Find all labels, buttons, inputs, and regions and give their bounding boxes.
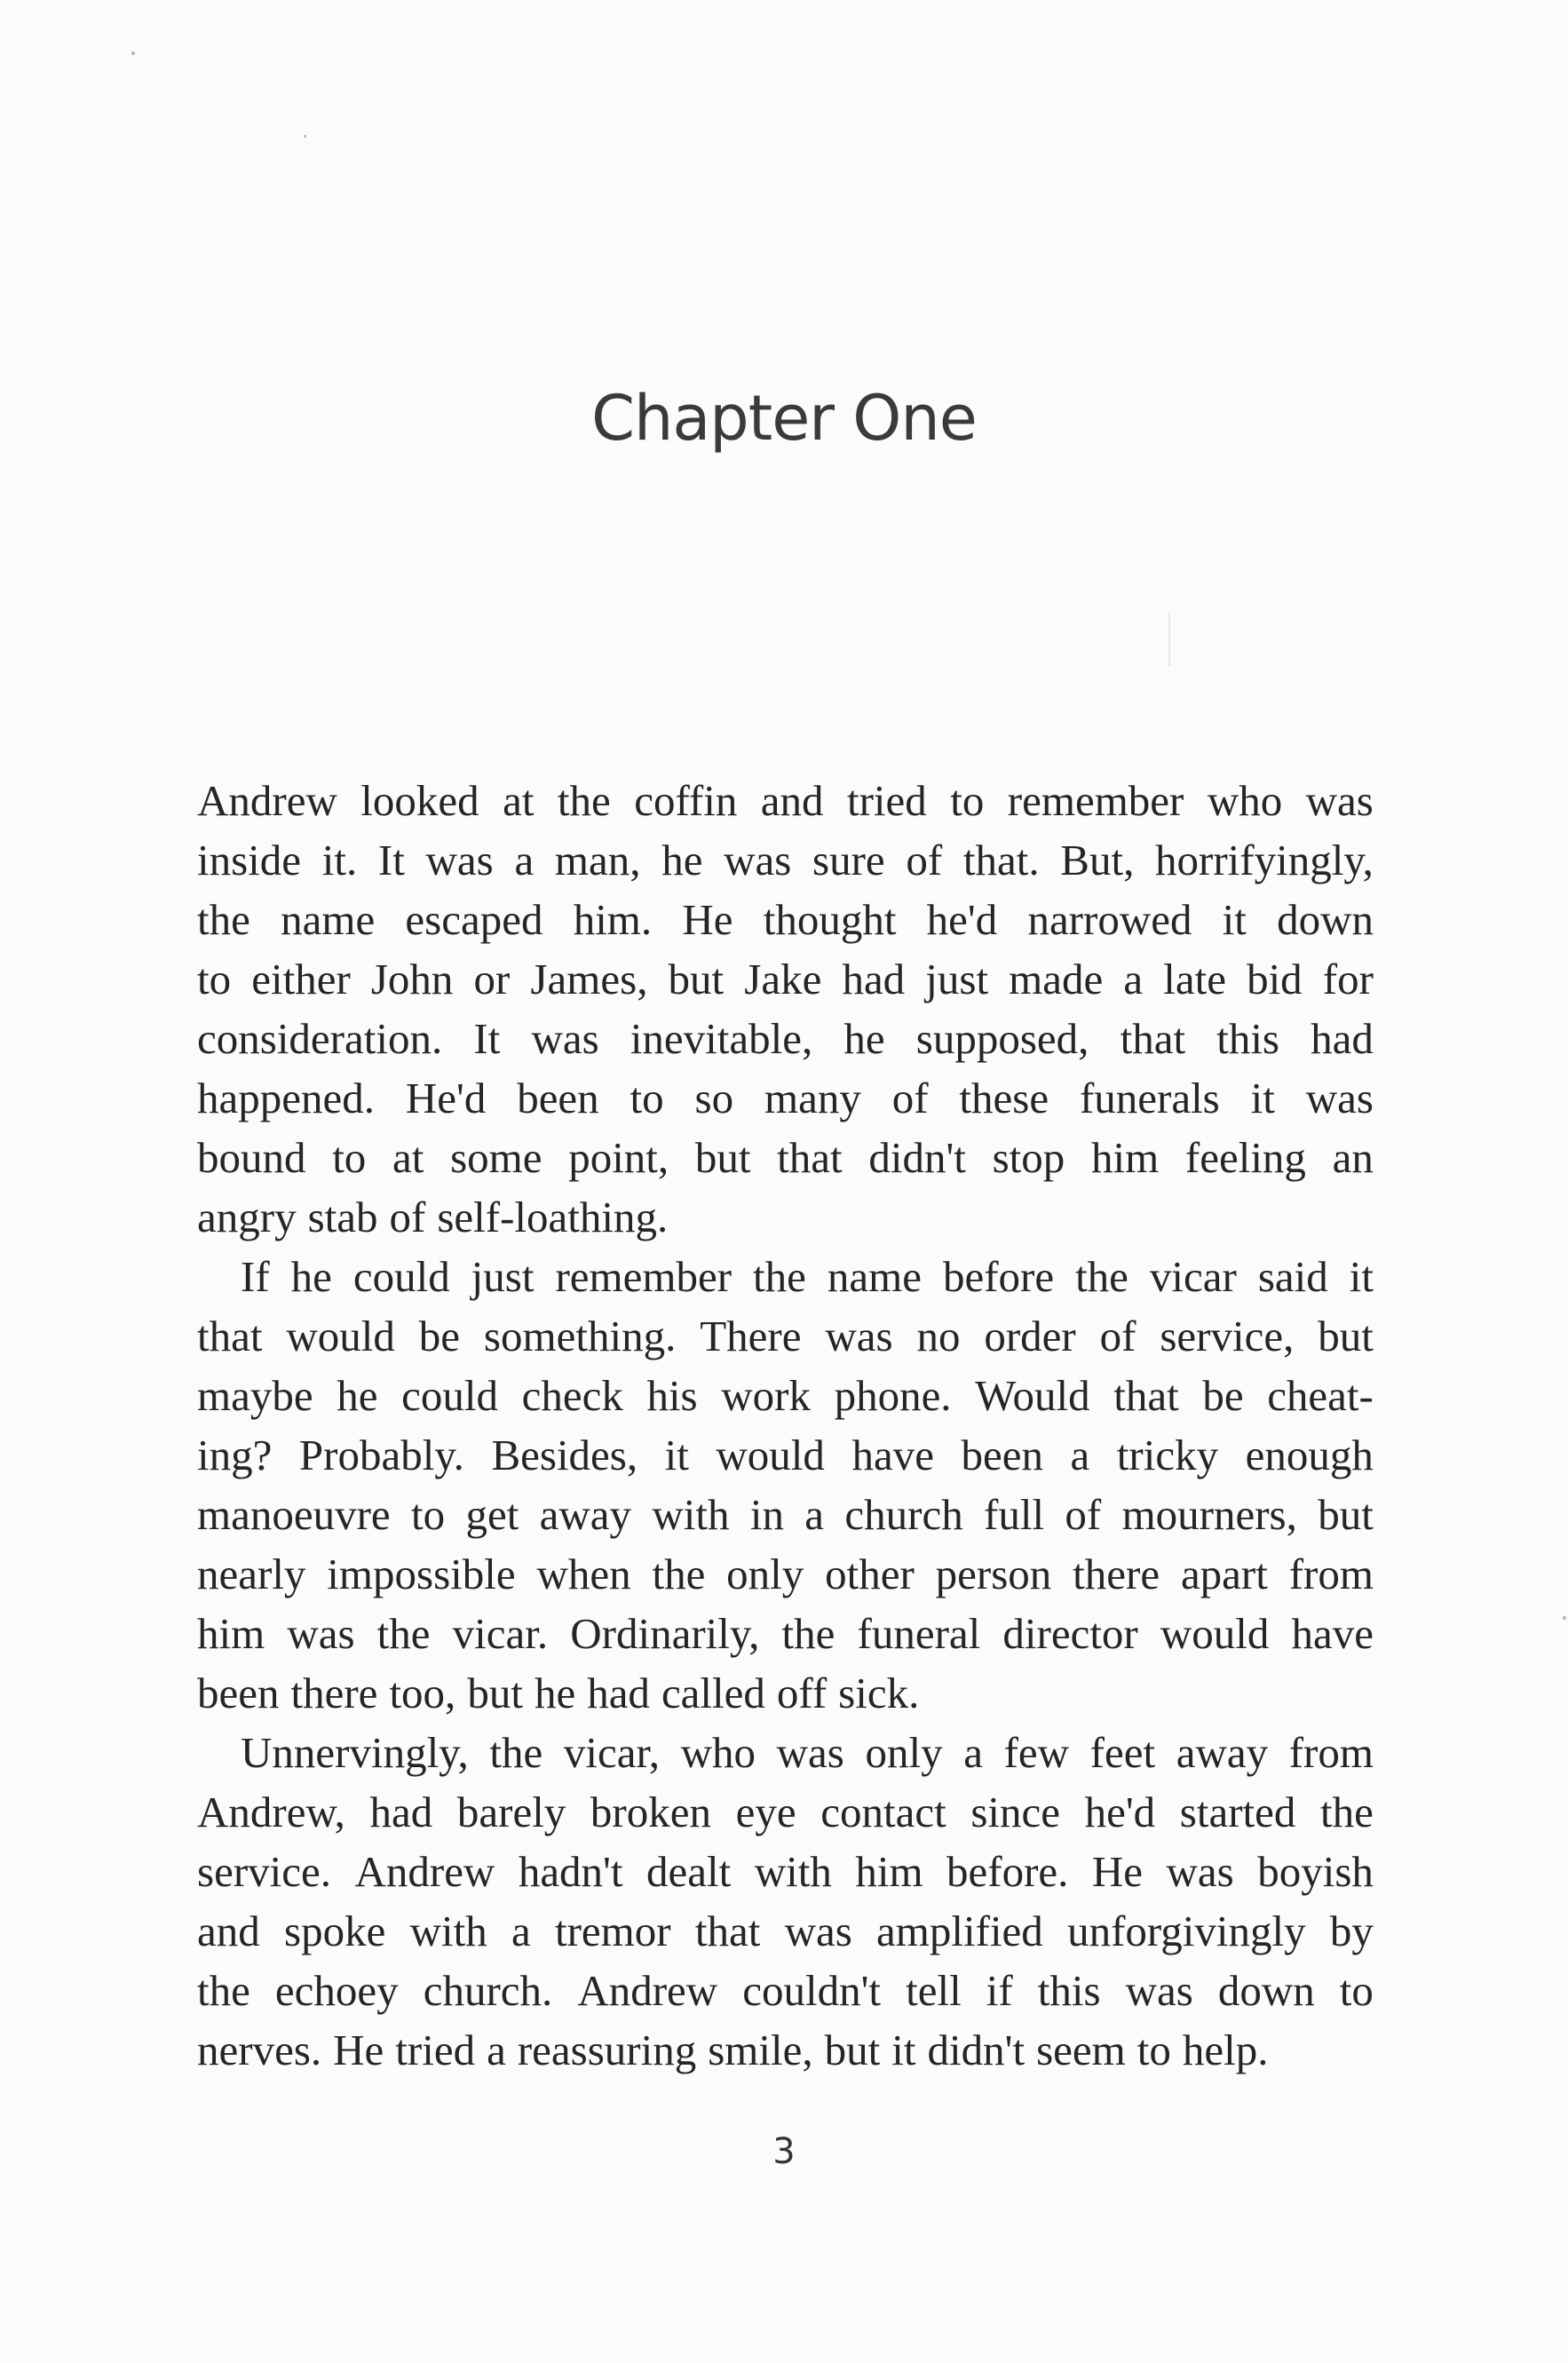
text-line: consideration. It was inevitable, he supposed, that this had xyxy=(197,1014,1374,1063)
text-line: the echoey church. Andrew couldn't tell if this was down to xyxy=(197,1966,1374,2015)
text-line: nerves. He tried a reassuring smile, but it didn't seem to help. xyxy=(197,2026,1269,2074)
scan-speck xyxy=(131,52,135,55)
text-line: to either John or James, but Jake had just made a late bid for xyxy=(197,955,1374,1003)
text-line: him was the vicar. Ordinarily, the funeral director would have xyxy=(197,1609,1374,1658)
scan-speck xyxy=(1563,1616,1566,1620)
scan-mark xyxy=(1168,613,1170,666)
text-line: manoeuvre to get away with in a church full of mourners, but xyxy=(197,1490,1374,1539)
text-line: nearly impossible when the only other person there apart from xyxy=(197,1550,1374,1598)
page-number: 3 xyxy=(772,2131,796,2172)
paragraph xyxy=(197,771,1374,1247)
text-line: and spoke with a tremor that was amplified unforgivingly by xyxy=(197,1907,1374,1955)
text-line: maybe he could check his work phone. Would that be cheat- xyxy=(197,1371,1374,1420)
scan-speck xyxy=(304,135,306,138)
text-line: bound to at some point, but that didn't stop him feeling an xyxy=(197,1133,1374,1182)
text-line: angry stab of self-loathing. xyxy=(197,1193,669,1241)
paragraph xyxy=(197,1247,1374,1723)
text-line: happened. He'd been to so many of these funerals it was xyxy=(197,1074,1374,1122)
text-line: service. Andrew hadn't dealt with him before. He was boyish xyxy=(197,1847,1374,1896)
text-line: inside it. It was a man, he was sure of that. But, horrifyingly, xyxy=(197,836,1374,884)
text-line: that would be something. There was no order of service, but xyxy=(197,1312,1374,1360)
body-text xyxy=(197,771,1374,2080)
paragraph xyxy=(197,1723,1374,2080)
text-line: ing? Probably. Besides, it would have been a tricky enough xyxy=(197,1431,1374,1479)
text-line: Andrew, had barely broken eye contact since he'd started the xyxy=(197,1788,1374,1836)
text-line: If he could just remember the name before the vicar said it xyxy=(241,1252,1374,1301)
text-line: Unnervingly, the vicar, who was only a few feet away from xyxy=(241,1728,1374,1777)
text-line: Andrew looked at the coffin and tried to remember who was xyxy=(197,776,1374,825)
chapter-title: Chapter One xyxy=(591,382,977,455)
text-line: the name escaped him. He thought he'd narrowed it down xyxy=(197,895,1374,944)
text-line: been there too, but he had called off sick. xyxy=(197,1669,920,1717)
